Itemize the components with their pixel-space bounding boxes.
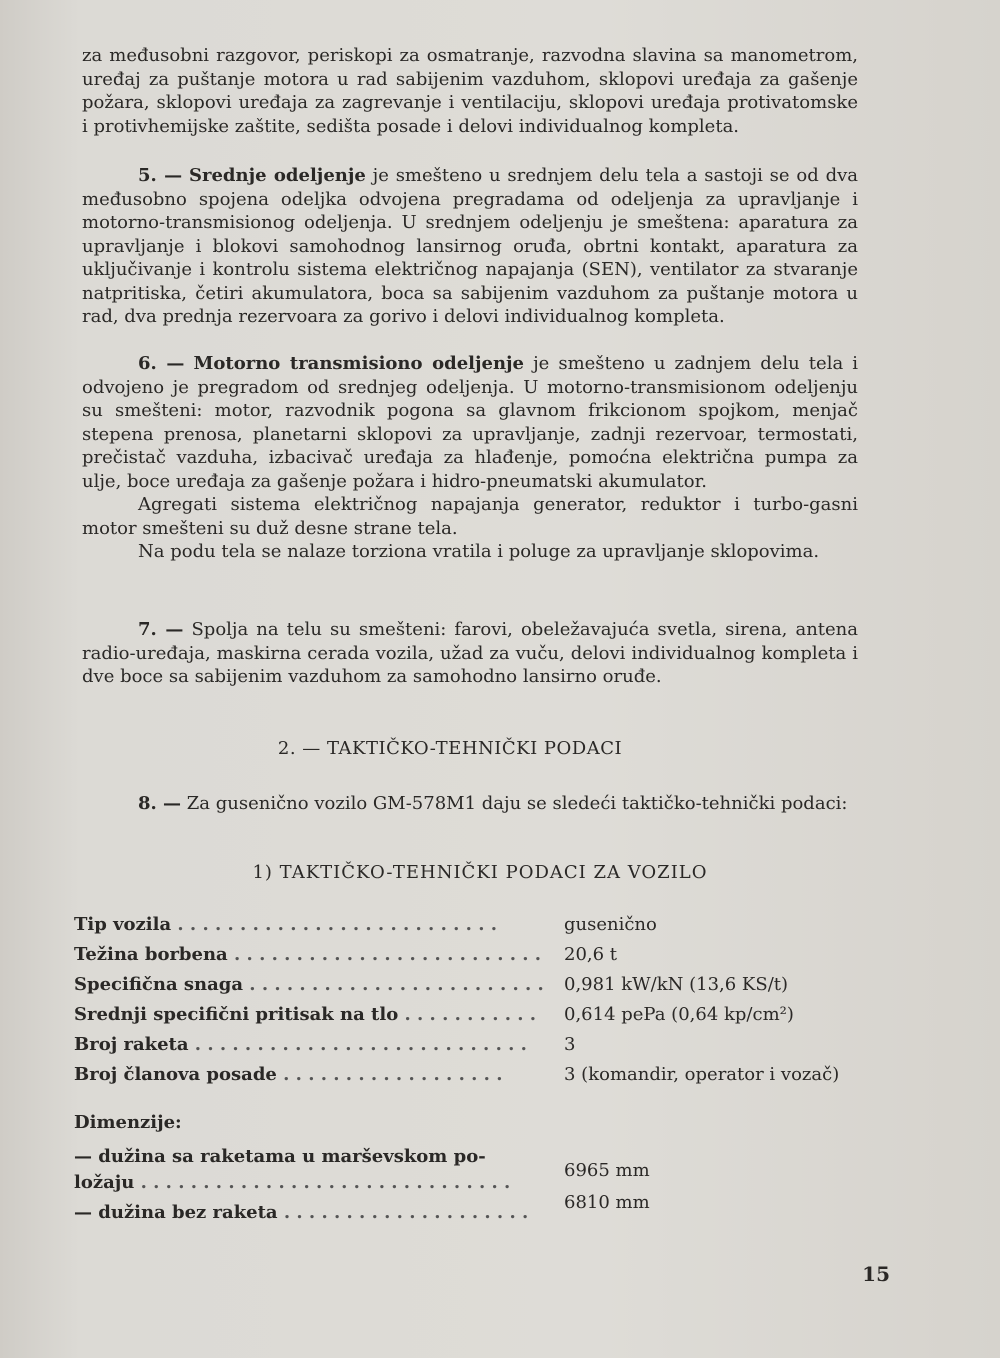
spec-row: Srednji specifični pritisak na tlo . . . . . . . . . . . 0,614 pePa (0,64 kp/cm²) — [74, 1004, 794, 1025]
dimensions-title: Dimenzije: — [74, 1112, 182, 1133]
dim-label: — dužina sa raketama u marševskom po- — [74, 1146, 486, 1167]
paragraph-6: 6. — Motorno transmisiono odeljenje je smešteno u zadnjem delu tela i odvojeno je pregradom od srednjeg odeljenja. U motorno-transmisionom odeljenju su smešteni: motor, razvodnik pogona sa glavnom frikcionom spojkom, menjač stepena prenosa, planetarni sklopovi za upravljanje, zadnji rezervoar, termostati, prečistač vazduha, izbacivač uređaja za hlađenje, pomoćna električna pumpa za ulje, boce uređaja za gašenje požara i hidro-pneumatski akumulator. Agregati sistema električnog napajanja generator, reduktor i turbo-gasni motor smešteni su duž desne strane tela. Na podu tela se nalaze torziona vratila i poluge za upravljanje sklopovima. — [82, 353, 858, 562]
page-number: 15 — [862, 1262, 890, 1286]
specs-table — [74, 914, 894, 1094]
subsection-title: 1) TAKTIČKO-TEHNIČKI PODACI ZA VOZILO — [252, 862, 708, 883]
paragraph-7: 7. — Spolja na telu su smešteni: farovi, obeležavajuća svetla, sirena, antena radio-uređaja, maskirna cerada vozila, užad za vuču, delovi individualnog kompleta i dve boce sa sabijenim vazduhom za samohodno lansirno oruđe. — [82, 619, 859, 687]
dim-row: — dužina bez raketa . . . . . . . . . . . . . . . . . . . . 6810 mm — [74, 1192, 650, 1223]
paragraph-5: 5. — Srednje odeljenje je smešteno u srednjem delu tela a sastoji se od dva međusobno spojena odeljka odvojena pregradama od odeljenja za upravljanje i motorno-transmisionog odeljenja. U srednjem odeljenju je smeštena: aparatura za upravljanje i blokovi samohodnog lansirnog oruđa, obrtni kontakt, aparatura za uključivanje i kontrolu sistema električnog napajanja (SEN), ventilator za stvaranje natpritiska, četiri akumulatora, boca sa sabijenim vazduhom za puštanje motora u rad, dva prednja rezervoara za gorivo i delovi individualnog kompleta. — [82, 165, 858, 327]
spec-row: Broj članova posade . . . . . . . . . . . . . . . . . . 3 (komandir, operator i vozač) — [74, 1064, 840, 1085]
para-number: 7. — — [138, 619, 184, 640]
paragraph-8: 8. — Za gusenično vozilo GM-578M1 daju se sledeći taktičko-tehnički podaci: — [138, 793, 848, 814]
spec-row: Tip vozila . . . . . . . . . . . . . . . . . . . . . . . . . . gusenično — [74, 914, 657, 935]
spec-row: Broj raketa . . . . . . . . . . . . . . . . . . . . . . . . . . . 3 — [74, 1034, 576, 1055]
para-number: 8. — — [138, 793, 182, 814]
spec-row: Težina borbena . . . . . . . . . . . . . . . . . . . . . . . . . 20,6 t — [74, 944, 618, 965]
para-heading: Motorno transmisiono odeljenje — [193, 353, 525, 374]
spec-row: Specifična snaga . . . . . . . . . . . . . . . . . . . . . . . . 0,981 kW/kN (13,6 KS/t) — [74, 974, 789, 995]
dimensions-block — [74, 1112, 894, 1232]
paragraph-top: za međusobni razgovor, periskopi za osmatranje, razvodna slavina sa manometrom, uređaj za puštanje motora u rad sabijenim vazduhom, sklopovi uređaja za gašenje požara, sklopovi uređaja za zagrevanje i ventilaciju, sklopovi uređaja protivatomske i protivhemijske zaštite, sedišta posade i delovi individualnog kompleta. — [82, 45, 858, 137]
paragraph-6b: Agregati sistema električnog napajanja generator, reduktor i turbo-gasni motor smešteni su duž desne strane tela. — [82, 494, 858, 539]
para-heading: Srednje odeljenje — [188, 165, 366, 186]
para-number: 5. — — [138, 165, 183, 186]
section-title: 2. — TAKTIČKO-TEHNIČKI PODACI — [277, 738, 623, 759]
paragraph-6c: Na podu tela se nalaze torziona vratila i poluge za upravljanje sklopovima. — [138, 541, 820, 562]
dim-row: ložaju . . . . . . . . . . . . . . . . . . . . . . . . . . . . . . 6965 mm — [74, 1160, 650, 1193]
para-number: 6. — — [138, 353, 185, 374]
